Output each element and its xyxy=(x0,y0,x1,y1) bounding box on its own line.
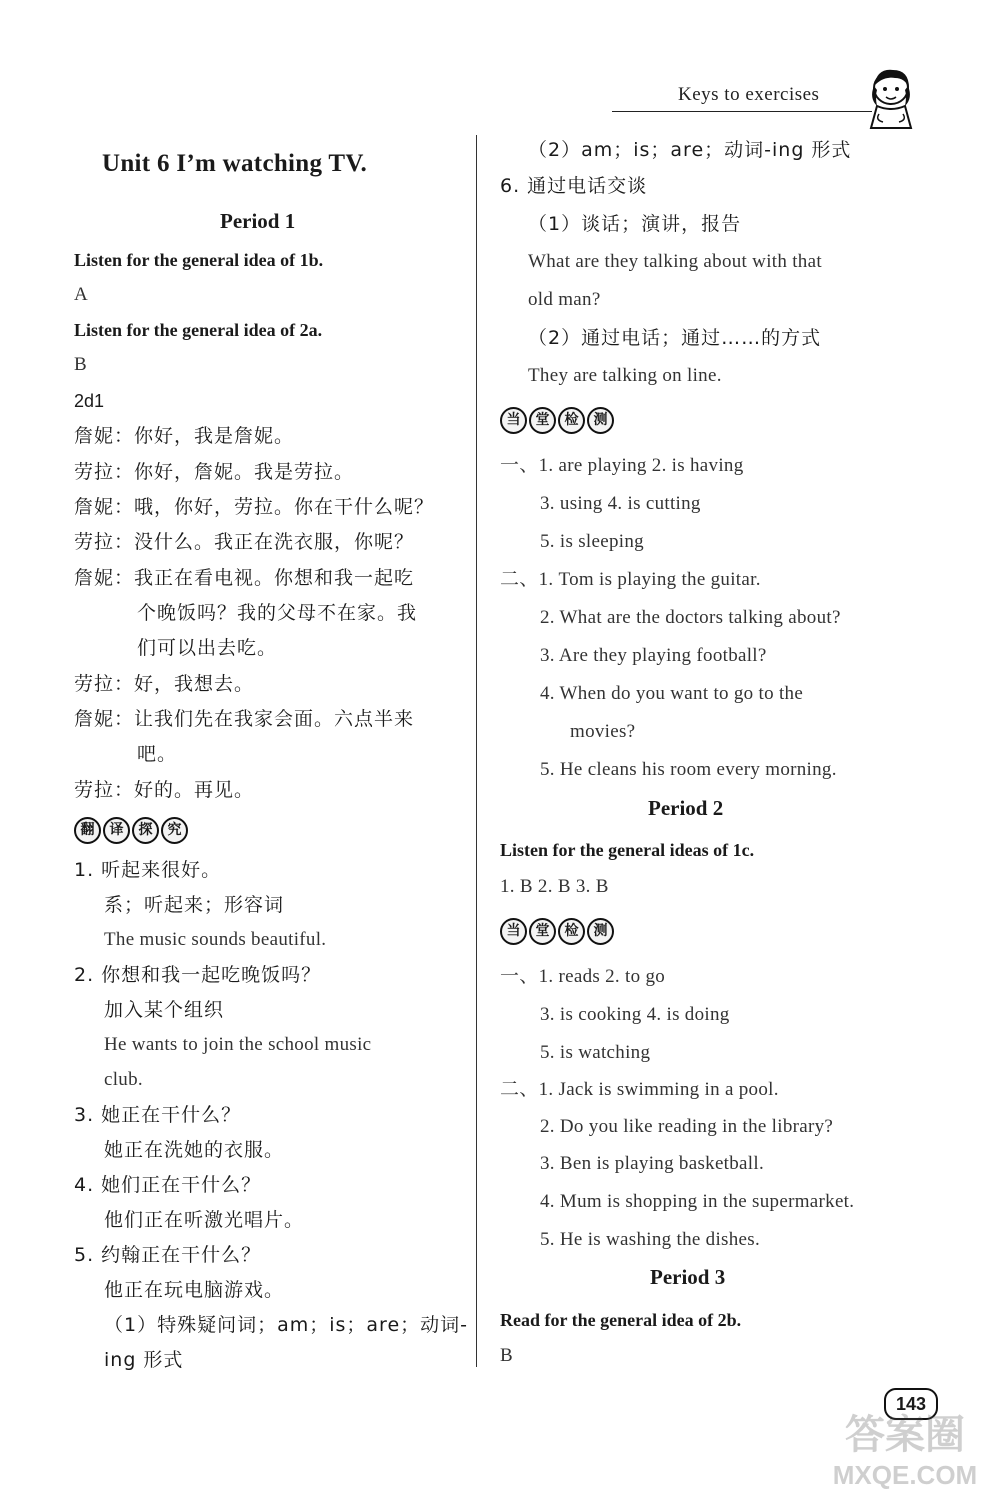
read-2b-heading: Read for the general idea of 2b. xyxy=(500,1310,742,1330)
translate-line: 他正在玩电脑游戏。 xyxy=(104,1279,285,1301)
column-divider xyxy=(476,135,477,1367)
answer-line: （1）谈话；演讲，报告 xyxy=(528,213,742,235)
period-1-heading: Period 1 xyxy=(220,209,296,233)
check-line: 3. Are they playing football? xyxy=(540,645,767,666)
translate-explore-badge xyxy=(74,817,188,844)
dialog-line: 个晚饭吗？我的父母不在家。我 xyxy=(137,602,418,624)
watermark-url: MXQE.COM xyxy=(832,1460,978,1490)
check-line: 一、1. are playing 2. is having xyxy=(500,455,744,476)
check-line: 5. is watching xyxy=(540,1042,651,1063)
watermark-logo xyxy=(815,1400,995,1492)
period-3-heading: Period 3 xyxy=(650,1265,726,1289)
translate-line: 5. 约翰正在干什么？ xyxy=(74,1244,262,1266)
answer-1b: A xyxy=(74,284,89,305)
translate-line: （1）特殊疑问词；am；is；are；动词- xyxy=(104,1314,469,1336)
translate-line: club. xyxy=(104,1069,143,1090)
answer-line: old man? xyxy=(528,289,601,310)
translate-line: 2. 你想和我一起吃晚饭吗？ xyxy=(74,964,322,986)
unit-title: Unit 6 I’m watching TV. xyxy=(102,150,368,177)
translate-line: ing 形式 xyxy=(104,1349,184,1371)
check-line: 2. What are the doctors talking about? xyxy=(540,607,841,628)
badge-char: 当 xyxy=(500,918,527,945)
listen-1b-heading: Listen for the general idea of 1b. xyxy=(74,250,324,270)
check-line: 5. is sleeping xyxy=(540,531,644,552)
badge-char: 堂 xyxy=(529,918,556,945)
check-line: 5. He is washing the dishes. xyxy=(540,1229,761,1250)
check-line: 2. Do you like reading in the library? xyxy=(540,1116,834,1137)
dialog-line: 吧。 xyxy=(137,743,178,765)
badge-char: 测 xyxy=(587,918,614,945)
listen-2a-heading: Listen for the general idea of 2a. xyxy=(74,320,323,340)
dialog-line: 詹妮：哦，你好，劳拉。你在干什么呢？ xyxy=(74,496,435,518)
dialog-line: 詹妮：我正在看电视。你想和我一起吃 xyxy=(74,567,415,589)
translate-line: 1. 听起来很好。 xyxy=(74,859,222,881)
dialog-line: 们可以出去吃。 xyxy=(137,637,278,659)
translate-line: 她正在洗她的衣服。 xyxy=(104,1139,285,1161)
dialog-line: 詹妮：让我们先在我家会面。六点半来 xyxy=(74,708,415,730)
check-line: 3. is cooking 4. is doing xyxy=(540,1004,730,1025)
translate-line: The music sounds beautiful. xyxy=(104,929,327,950)
check-line: 4. Mum is shopping in the supermarket. xyxy=(540,1191,855,1212)
dialog-line: 劳拉：好，我想去。 xyxy=(74,673,255,695)
badge-char: 测 xyxy=(587,407,614,434)
page-number: 143 xyxy=(884,1388,938,1420)
dialog-line: 劳拉：好的。再见。 xyxy=(74,779,255,801)
check-line: 5. He cleans his room every morning. xyxy=(540,759,837,780)
check-line: 3. using 4. is cutting xyxy=(540,493,701,514)
answer-line: （2）am；is；are；动词-ing 形式 xyxy=(528,139,852,161)
answer-line: They are talking on line. xyxy=(528,365,722,386)
check-line: 二、1. Tom is playing the guitar. xyxy=(500,569,761,590)
dialog-line: 詹妮：你好，我是詹妮。 xyxy=(74,425,295,447)
dialog-line: 劳拉：没什么。我正在洗衣服，你呢？ xyxy=(74,531,415,553)
header-rule xyxy=(612,111,872,112)
period-2-heading: Period 2 xyxy=(648,796,724,820)
check-line: 二、1. Jack is swimming in a pool. xyxy=(500,1079,779,1100)
translate-line: He wants to join the school music xyxy=(104,1034,372,1055)
badge-char: 探 xyxy=(132,817,159,844)
in-class-check-badge xyxy=(500,407,614,434)
check-line: 3. Ben is playing basketball. xyxy=(540,1153,764,1174)
badge-char: 检 xyxy=(558,918,585,945)
badge-char: 检 xyxy=(558,407,585,434)
check-line: 一、1. reads 2. to go xyxy=(500,966,666,987)
badge-char: 究 xyxy=(161,817,188,844)
in-class-check-badge-2 xyxy=(500,918,614,945)
answer-line: What are they talking about with that xyxy=(528,251,822,272)
check-line: 4. When do you want to go to the xyxy=(540,683,804,704)
badge-char: 堂 xyxy=(529,407,556,434)
answer-2b: B xyxy=(500,1345,513,1366)
badge-char: 翻 xyxy=(74,817,101,844)
answer-line: （2）通过电话；通过……的方式 xyxy=(528,327,822,349)
label-2d1: 2d1 xyxy=(74,391,105,411)
dialog-line: 劳拉：你好，詹妮。我是劳拉。 xyxy=(74,461,355,483)
girl-mascot-icon xyxy=(855,62,933,132)
listen-1c-heading: Listen for the general ideas of 1c. xyxy=(500,840,755,860)
answer-2a: B xyxy=(74,354,87,375)
answer-line: 6. 通过电话交谈 xyxy=(500,175,648,197)
answer-1c: 1. B 2. B 3. B xyxy=(500,876,609,897)
translate-line: 3. 她正在干什么？ xyxy=(74,1104,242,1126)
translate-line: 4. 她们正在干什么？ xyxy=(74,1174,262,1196)
running-header: Keys to exercises xyxy=(678,84,820,105)
translate-line: 系；听起来；形容词 xyxy=(104,894,285,916)
watermark-text: 答案圈 xyxy=(845,1412,965,1458)
translate-line: 加入某个组织 xyxy=(104,999,225,1021)
translate-line: 他们正在听激光唱片。 xyxy=(104,1209,305,1231)
badge-char: 译 xyxy=(103,817,130,844)
badge-char: 当 xyxy=(500,407,527,434)
check-line: movies? xyxy=(570,721,636,742)
